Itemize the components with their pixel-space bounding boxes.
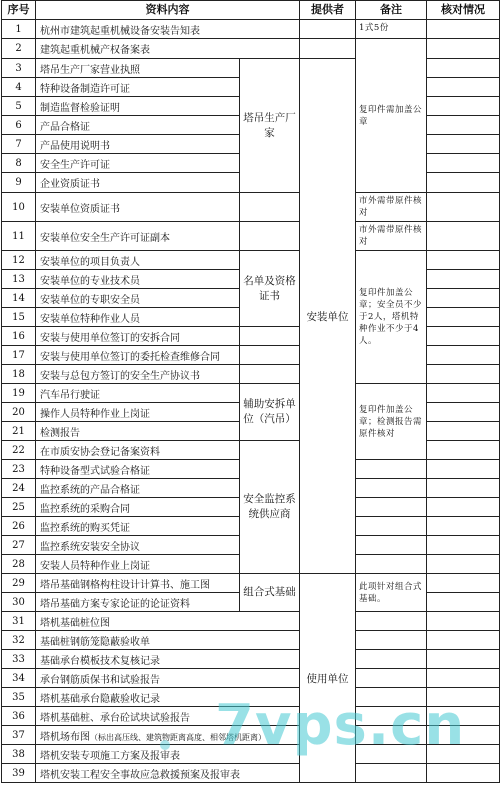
check-cell[interactable] bbox=[427, 745, 500, 764]
row-content bbox=[36, 498, 240, 517]
group-cell: 组合式基础 bbox=[240, 574, 300, 612]
check-cell[interactable] bbox=[427, 555, 500, 574]
check-cell[interactable] bbox=[427, 270, 500, 289]
row-number: 21 bbox=[2, 422, 36, 441]
note-cell: 市外需带原件核对 bbox=[356, 222, 427, 251]
note-cell-empty bbox=[356, 631, 427, 650]
table-body bbox=[2, 20, 500, 783]
row-content-text: 安装与总包方签订的安全生产协议书 bbox=[40, 370, 200, 382]
row-number: 1 bbox=[2, 20, 36, 39]
row-number: 13 bbox=[2, 270, 36, 289]
check-cell[interactable] bbox=[427, 612, 500, 631]
row-number: 3 bbox=[2, 59, 36, 78]
check-cell[interactable] bbox=[427, 517, 500, 536]
row-content-text: 塔吊基础方案专家论证的论证资料 bbox=[40, 598, 190, 610]
check-cell[interactable] bbox=[427, 59, 500, 78]
header-check: 核对情况 bbox=[427, 1, 500, 20]
row-content bbox=[36, 574, 240, 593]
check-cell[interactable] bbox=[427, 308, 500, 327]
row-number: 26 bbox=[2, 517, 36, 536]
row-content-text: 检测报告 bbox=[40, 427, 80, 439]
row-content bbox=[36, 384, 240, 403]
row-content-text: 塔机基础桩位图 bbox=[40, 617, 110, 629]
row-content-note: （标出高压线、建筑物距离高度、相邻塔机距离） bbox=[90, 732, 266, 742]
note-cell-empty bbox=[356, 669, 427, 688]
table-row bbox=[2, 745, 500, 764]
row-content bbox=[36, 78, 240, 97]
check-cell[interactable] bbox=[427, 154, 500, 173]
row-content bbox=[36, 20, 300, 39]
table-row bbox=[2, 251, 500, 270]
row-number: 20 bbox=[2, 403, 36, 422]
check-cell[interactable] bbox=[427, 593, 500, 612]
row-number: 8 bbox=[2, 154, 36, 173]
row-number: 15 bbox=[2, 308, 36, 327]
header-no: 序号 bbox=[2, 1, 36, 20]
table-row bbox=[2, 574, 500, 593]
group-cell: 塔吊生产厂家 bbox=[240, 59, 300, 193]
row-content-text: 监控系统安装安全协议 bbox=[40, 541, 140, 553]
row-content-text: 产品使用说明书 bbox=[40, 140, 110, 152]
row-content-text: 建筑起重机械产权备案表 bbox=[40, 45, 150, 56]
table-row bbox=[2, 764, 500, 783]
check-cell[interactable] bbox=[427, 422, 500, 441]
check-cell[interactable] bbox=[427, 726, 500, 745]
check-cell[interactable] bbox=[427, 193, 500, 222]
check-cell[interactable] bbox=[427, 327, 500, 346]
note-cell: 市外需带原件核对 bbox=[356, 193, 427, 222]
group-cell: 安全监控系统供应商 bbox=[240, 441, 300, 574]
row-content bbox=[36, 650, 300, 669]
row-number: 12 bbox=[2, 251, 36, 270]
row-content-text: 安装单位资质证书 bbox=[40, 203, 120, 215]
note-cell: 1式5份 bbox=[356, 20, 427, 39]
note-cell-empty bbox=[356, 555, 427, 574]
table-row bbox=[2, 222, 500, 251]
row-content bbox=[36, 403, 240, 422]
row-content bbox=[36, 479, 240, 498]
table-row bbox=[2, 631, 500, 650]
row-number: 10 bbox=[2, 193, 36, 222]
row-number: 31 bbox=[2, 612, 36, 631]
provider-cell: 使用单位 bbox=[300, 574, 356, 783]
row-content-text: 塔机安装专项施工方案及报审表 bbox=[40, 750, 180, 762]
check-cell[interactable] bbox=[427, 650, 500, 669]
row-content-text: 承台钢筋质保书和试验报告 bbox=[40, 674, 160, 686]
materials-checklist-table bbox=[1, 0, 500, 783]
row-number: 23 bbox=[2, 460, 36, 479]
note-cell-empty bbox=[356, 707, 427, 726]
row-content bbox=[36, 154, 240, 173]
row-number: 18 bbox=[2, 365, 36, 384]
row-number: 29 bbox=[2, 574, 36, 593]
note-cell-empty bbox=[356, 726, 427, 745]
table-row bbox=[2, 669, 500, 688]
note-cell-empty bbox=[356, 688, 427, 707]
row-content bbox=[36, 536, 240, 555]
row-content bbox=[36, 669, 300, 688]
check-cell[interactable] bbox=[427, 707, 500, 726]
check-cell[interactable] bbox=[427, 631, 500, 650]
row-content bbox=[36, 517, 240, 536]
row-content bbox=[36, 270, 240, 289]
row-content bbox=[36, 251, 240, 270]
check-cell[interactable] bbox=[427, 669, 500, 688]
row-content bbox=[36, 116, 240, 135]
row-number: 37 bbox=[2, 726, 36, 745]
row-content bbox=[36, 441, 240, 460]
check-cell[interactable] bbox=[427, 365, 500, 384]
row-content bbox=[36, 135, 240, 154]
row-number: 38 bbox=[2, 745, 36, 764]
provider-cell-empty bbox=[300, 39, 356, 59]
row-content-text: 安装与使用单位签订的安拆合同 bbox=[40, 332, 180, 344]
row-content-text: 监控系统的采购合同 bbox=[40, 503, 130, 515]
note-cell-empty bbox=[356, 612, 427, 631]
row-number: 33 bbox=[2, 650, 36, 669]
row-number: 25 bbox=[2, 498, 36, 517]
row-number: 27 bbox=[2, 536, 36, 555]
row-content-text: 基础承台模板技术复核记录 bbox=[40, 655, 160, 667]
row-content bbox=[36, 222, 240, 251]
row-number: 35 bbox=[2, 688, 36, 707]
row-content-text: 特种设备制造许可证 bbox=[40, 83, 130, 95]
row-content-text: 安装单位的专职安全员 bbox=[40, 294, 140, 306]
row-content bbox=[36, 555, 240, 574]
row-content-text: 安装单位的专业技术员 bbox=[40, 275, 140, 287]
row-content-text: 安装人员特种作业上岗证 bbox=[40, 560, 150, 572]
row-content-text: 塔吊基础钢格构柱设计计算书、施工图 bbox=[40, 579, 210, 591]
row-content bbox=[36, 308, 240, 327]
row-content-text: 塔机场布图 bbox=[40, 731, 90, 743]
check-cell[interactable] bbox=[427, 536, 500, 555]
row-number: 36 bbox=[2, 707, 36, 726]
row-content bbox=[36, 193, 240, 222]
row-content bbox=[36, 59, 240, 78]
group-cell: 名单及资格证书 bbox=[240, 251, 300, 327]
row-content-text: 汽车吊行驶证 bbox=[40, 389, 100, 401]
table-row bbox=[2, 707, 500, 726]
row-content-text: 监控系统的产品合格证 bbox=[40, 484, 140, 496]
provider-cell-empty bbox=[300, 20, 356, 39]
table-row bbox=[2, 20, 500, 39]
row-content-text: 基础桩钢筋笼隐蔽验收单 bbox=[40, 636, 150, 648]
row-content-text: 安装单位特种作业人员 bbox=[40, 313, 140, 325]
provider-cell: 安装单位 bbox=[300, 59, 356, 574]
check-cell[interactable] bbox=[427, 173, 500, 193]
row-number: 24 bbox=[2, 479, 36, 498]
table-row bbox=[2, 650, 500, 669]
group-cell-empty bbox=[240, 346, 300, 365]
check-cell[interactable] bbox=[427, 441, 500, 460]
check-cell[interactable] bbox=[427, 78, 500, 97]
row-content bbox=[36, 97, 240, 116]
note-cell-empty bbox=[356, 517, 427, 536]
check-cell[interactable] bbox=[427, 479, 500, 498]
check-cell[interactable] bbox=[427, 39, 500, 59]
row-content-text: 监控系统的购买凭证 bbox=[40, 522, 130, 534]
check-cell[interactable] bbox=[427, 764, 500, 783]
row-number: 28 bbox=[2, 555, 36, 574]
header-note: 备注 bbox=[356, 1, 427, 20]
row-content bbox=[36, 707, 300, 726]
header-row bbox=[2, 1, 500, 20]
note-cell-empty bbox=[356, 536, 427, 555]
row-content bbox=[36, 612, 300, 631]
row-content-text: 在市质安协会登记备案资料 bbox=[40, 446, 160, 458]
note-cell: 复印件加盖公章；安全员不少于2人，塔机特种作业不少于4人。 bbox=[356, 251, 427, 384]
row-content-text: 操作人员特种作业上岗证 bbox=[40, 408, 150, 420]
row-content-text: 安装与使用单位签订的委托检查维修合同 bbox=[40, 351, 220, 363]
row-content-text: 塔机安装工程安全事故应急救援预案及报审表 bbox=[40, 769, 240, 781]
row-number: 32 bbox=[2, 631, 36, 650]
check-cell[interactable] bbox=[427, 116, 500, 135]
header-provider: 提供者 bbox=[300, 1, 356, 20]
row-number: 30 bbox=[2, 593, 36, 612]
row-number: 22 bbox=[2, 441, 36, 460]
row-content bbox=[36, 365, 240, 384]
table-row bbox=[2, 39, 500, 59]
row-content bbox=[36, 593, 240, 612]
row-content bbox=[36, 764, 300, 783]
check-cell[interactable] bbox=[427, 222, 500, 251]
row-content-text: 塔机基础承台隐蔽验收记录 bbox=[40, 693, 160, 705]
watermark: 7vps.cn bbox=[215, 693, 466, 758]
row-number: 7 bbox=[2, 135, 36, 154]
row-content-text: 产品合格证 bbox=[40, 121, 90, 133]
row-number: 5 bbox=[2, 97, 36, 116]
row-content bbox=[36, 346, 240, 365]
row-content-text: 安装单位安全生产许可证副本 bbox=[40, 232, 170, 244]
row-number: 17 bbox=[2, 346, 36, 365]
note-cell-empty bbox=[356, 650, 427, 669]
group-cell-empty bbox=[240, 327, 300, 346]
row-number: 2 bbox=[2, 39, 36, 59]
row-content-text: 塔吊生产厂家营业执照 bbox=[40, 64, 140, 76]
table-row bbox=[2, 612, 500, 631]
row-content bbox=[36, 289, 240, 308]
group-cell: 辅助安拆单位（汽吊） bbox=[240, 384, 300, 441]
check-cell[interactable] bbox=[427, 403, 500, 422]
note-cell: 复印件加盖公章；检测报告需原件核对 bbox=[356, 384, 427, 460]
row-number: 16 bbox=[2, 327, 36, 346]
watermark-dot bbox=[160, 740, 170, 750]
check-cell[interactable] bbox=[427, 574, 500, 593]
row-content bbox=[36, 460, 240, 479]
row-number: 19 bbox=[2, 384, 36, 403]
row-number: 14 bbox=[2, 289, 36, 308]
row-number: 6 bbox=[2, 116, 36, 135]
table-row bbox=[2, 193, 500, 222]
check-cell[interactable] bbox=[427, 135, 500, 154]
row-content bbox=[36, 39, 300, 59]
row-content bbox=[36, 688, 300, 707]
row-content-text: 塔机基础桩、承台砼试块试验报告 bbox=[40, 712, 190, 724]
check-cell[interactable] bbox=[427, 460, 500, 479]
table-row bbox=[2, 384, 500, 403]
row-content bbox=[36, 631, 300, 650]
table-row bbox=[2, 688, 500, 707]
note-cell: 此项针对组合式基础。 bbox=[356, 574, 427, 612]
note-cell: 复印件需加盖公章 bbox=[356, 39, 427, 193]
row-number: 9 bbox=[2, 173, 36, 193]
row-content-text: 安全生产许可证 bbox=[40, 159, 110, 171]
note-cell-empty bbox=[356, 498, 427, 517]
check-cell[interactable] bbox=[427, 20, 500, 39]
note-cell-empty bbox=[356, 745, 427, 764]
group-cell-empty bbox=[240, 222, 300, 251]
row-content bbox=[36, 173, 240, 193]
check-cell[interactable] bbox=[427, 688, 500, 707]
check-cell[interactable] bbox=[427, 251, 500, 270]
note-cell-empty bbox=[356, 460, 427, 479]
check-cell[interactable] bbox=[427, 384, 500, 403]
row-content bbox=[36, 422, 240, 441]
row-number: 34 bbox=[2, 669, 36, 688]
note-cell-empty bbox=[356, 764, 427, 783]
check-cell[interactable] bbox=[427, 346, 500, 365]
table-row bbox=[2, 726, 500, 745]
group-cell-empty bbox=[240, 365, 300, 384]
row-content-text: 杭州市建筑起重机械设备安装告知表 bbox=[40, 25, 200, 37]
check-cell[interactable] bbox=[427, 97, 500, 116]
row-content-text: 安装单位的项目负责人 bbox=[40, 256, 140, 268]
row-content-text: 特种设备型式试验合格证 bbox=[40, 465, 150, 477]
row-number: 4 bbox=[2, 78, 36, 97]
check-cell[interactable] bbox=[427, 289, 500, 308]
row-content bbox=[36, 327, 240, 346]
header-content: 资料内容 bbox=[36, 1, 300, 20]
row-number: 39 bbox=[2, 764, 36, 783]
row-content-text: 企业资质证书 bbox=[40, 179, 100, 190]
group-cell-empty bbox=[240, 193, 300, 222]
row-number: 11 bbox=[2, 222, 36, 251]
note-cell-empty bbox=[356, 479, 427, 498]
check-cell[interactable] bbox=[427, 498, 500, 517]
row-content-text: 制造监督检验证明 bbox=[40, 102, 120, 114]
